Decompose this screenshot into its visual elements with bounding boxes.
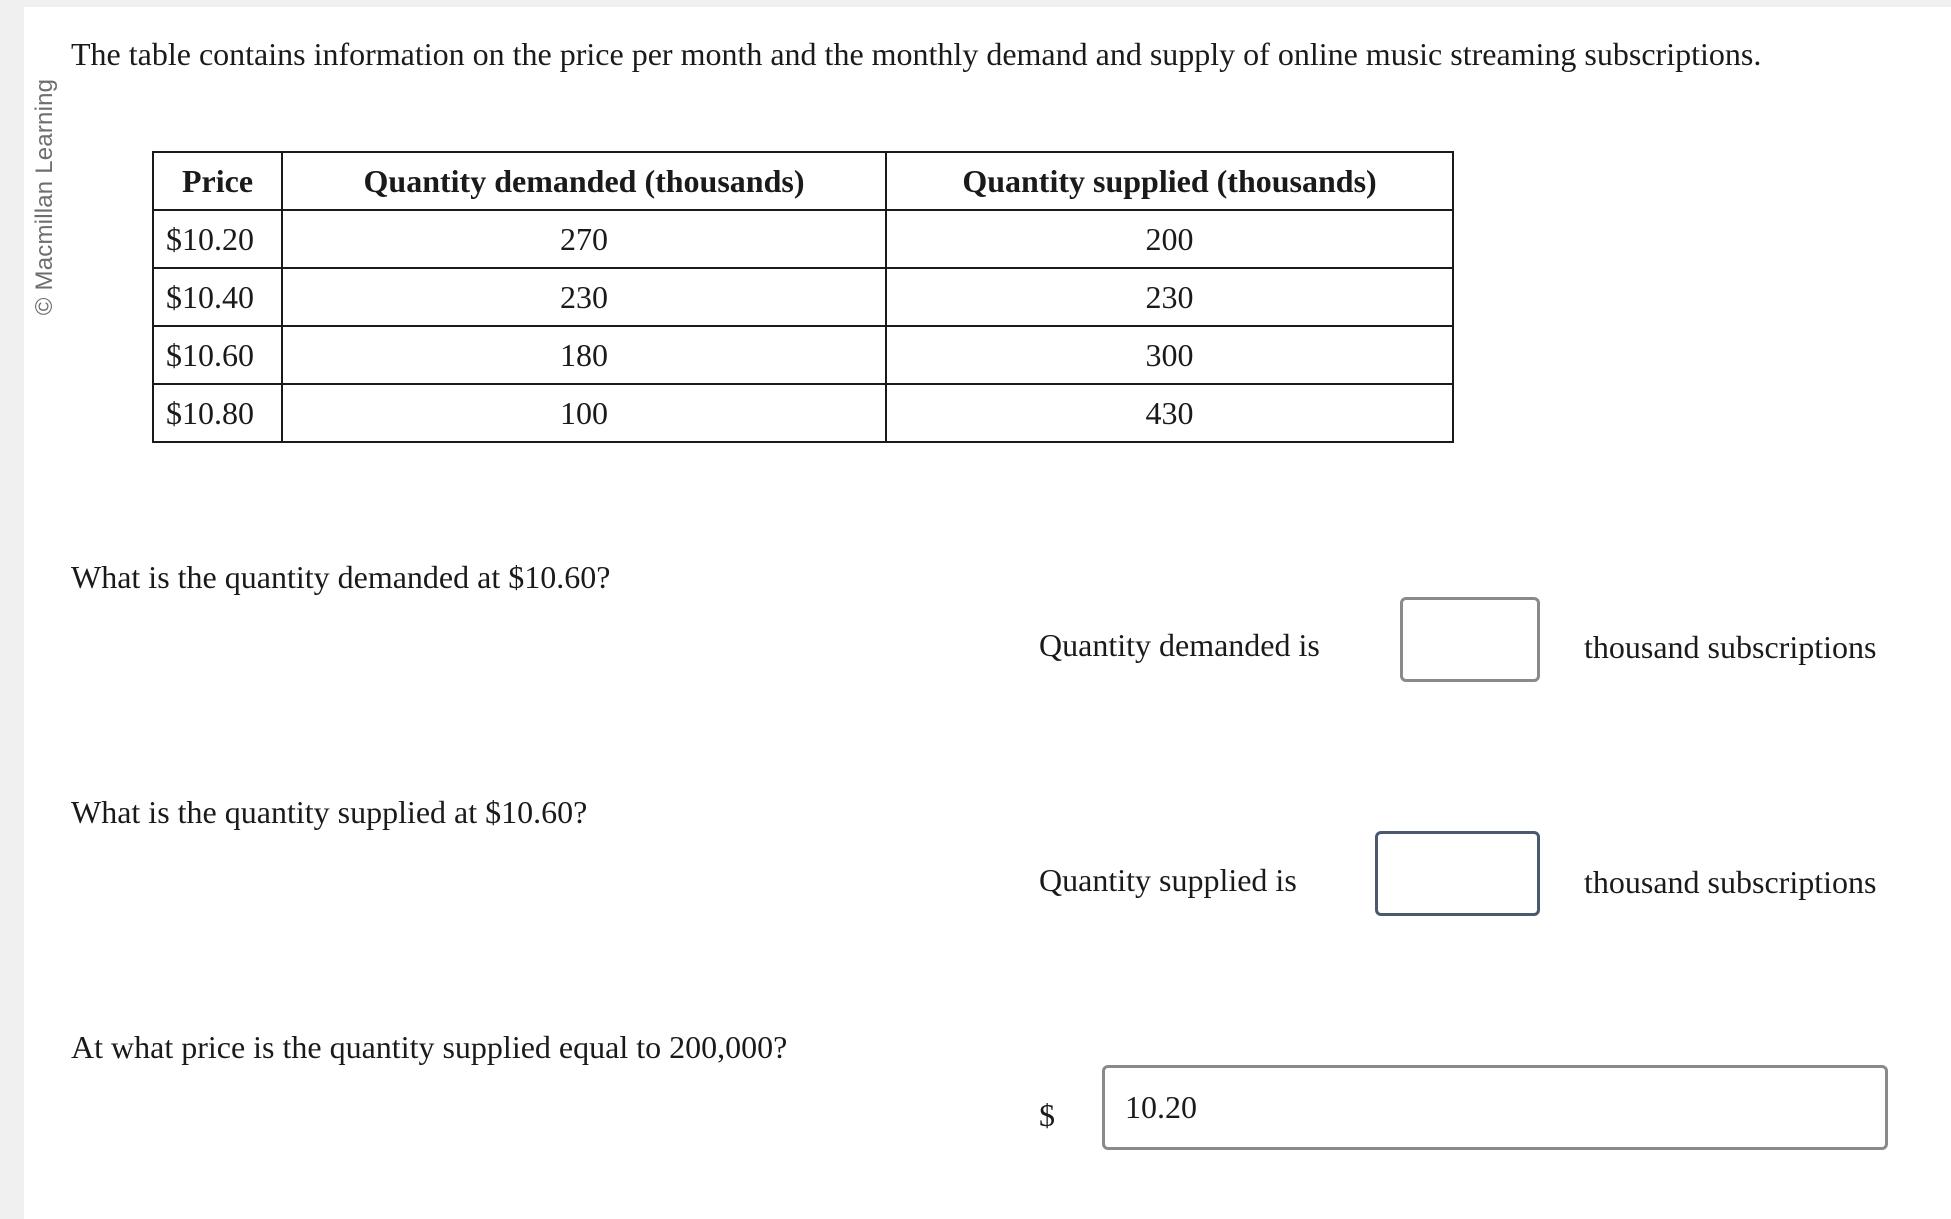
cell-quantity-demanded: 230 [282,268,886,326]
question-3-text: At what price is the quantity supplied equal to 200,000? [71,1029,788,1065]
quantity-demanded-unit: thousand subscriptions [1584,629,1877,665]
cell-quantity-supplied: 200 [886,210,1453,268]
cell-quantity-demanded: 100 [282,384,886,442]
table-row [153,326,1453,384]
quantity-supplied-input[interactable] [1375,831,1540,916]
cell-price: $10.60 [153,326,282,384]
cell-quantity-supplied: 430 [886,384,1453,442]
cell-price: $10.40 [153,268,282,326]
table-row [153,210,1453,268]
price-quantity-table [152,151,1454,443]
question-page [24,7,1951,1219]
dollar-prefix: $ [1039,1097,1055,1133]
quantity-demanded-input[interactable] [1400,597,1540,682]
table-row [153,384,1453,442]
cell-quantity-demanded: 180 [282,326,886,384]
header-price: Price [153,152,282,210]
header-quantity-supplied: Quantity supplied (thousands) [886,152,1453,210]
copyright-text: © Macmillan Learning [31,78,59,316]
quantity-demanded-label: Quantity demanded is [1039,627,1320,663]
header-quantity-demanded: Quantity demanded (thousands) [282,152,886,210]
copyright-notice [20,52,70,342]
equilibrium-price-input[interactable] [1102,1065,1888,1150]
question-2-text: What is the quantity supplied at $10.60? [71,794,588,830]
cell-price: $10.20 [153,210,282,268]
cell-quantity-demanded: 270 [282,210,886,268]
cell-quantity-supplied: 300 [886,326,1453,384]
question-1-text: What is the quantity demanded at $10.60? [71,559,611,595]
table-row [153,268,1453,326]
cell-price: $10.80 [153,384,282,442]
intro-text: The table contains information on the price per month and the monthly demand and supply of online music streaming subscriptions. [71,36,1762,72]
quantity-supplied-unit: thousand subscriptions [1584,864,1877,900]
quantity-supplied-label: Quantity supplied is [1039,862,1297,898]
cell-quantity-supplied: 230 [886,268,1453,326]
table-header-row [153,152,1453,210]
